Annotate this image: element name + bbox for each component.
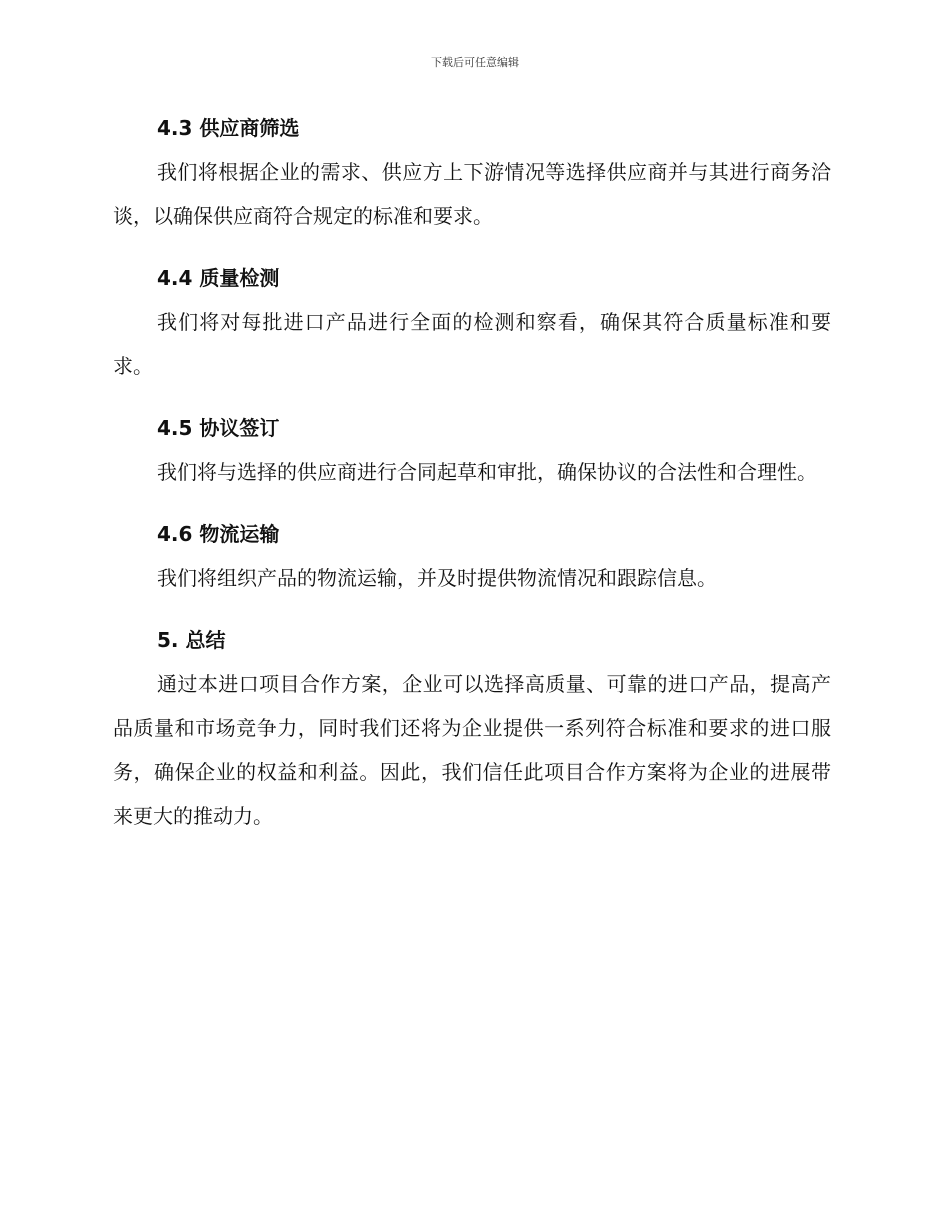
- section-heading-4-3: 4.3 供应商筛选: [157, 116, 300, 140]
- section-paragraph-4-4: 我们将对每批进口产品进行全面的检测和察看，确保其符合质量标准和要求。: [113, 310, 831, 378]
- document-body: [113, 106, 831, 856]
- section-paragraph-5: 通过本进口项目合作方案，企业可以选择高质量、可靠的进口产品，提高产品质量和市场竞争力，同时我们还将为企业提供一系列符合标准和要求的进口服务，确保企业的权益和利益。因此，我们信任此项目合作方案将为企业的进展带来更大的推动力。: [113, 672, 831, 828]
- section-heading-4-6: 4.6 物流运输: [157, 522, 280, 546]
- section-heading-4-5: 4.5 协议签订: [157, 416, 280, 440]
- section-heading-4-4: 4.4 质量检测: [157, 266, 280, 290]
- section-paragraph-4-3: 我们将根据企业的需求、供应方上下游情况等选择供应商并与其进行商务洽谈，以确保供应商符合规定的标准和要求。: [113, 160, 831, 228]
- page-header-note: 下载后可任意编辑: [431, 56, 519, 69]
- section-paragraph-4-5: 我们将与选择的供应商进行合同起草和审批，确保协议的合法性和合理性。: [157, 460, 817, 484]
- section-paragraph-4-6: 我们将组织产品的物流运输，并及时提供物流情况和跟踪信息。: [157, 566, 717, 590]
- section-heading-5: 5. 总结: [157, 628, 226, 652]
